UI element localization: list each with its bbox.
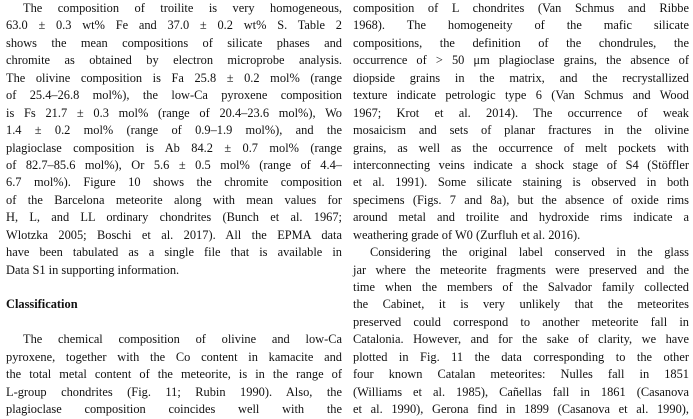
right-column-text-line: composition of L chondrites (Van Schmus and Ribbe — [353, 1, 689, 15]
left-column-text-line: chromite as obtained by electron microprobe analysis. — [6, 53, 342, 68]
right-column-text-line: Considering the original label conserved in the glass — [370, 245, 689, 260]
right-column-text-line: plotted in Fig. 11 the data corresponding to the other — [353, 349, 689, 364]
right-column-text-line: jar where the meteorite fragments were preserved and the — [353, 262, 689, 277]
right-column-text-line: weathering grade of W0 (Zurfluh et al. 2016). — [353, 227, 581, 242]
left-column-text-line: H, L, and LL ordinary chondrites (Bunch et al. 1967; — [6, 210, 342, 225]
right-column-text-line: texture indicate petrologic type 6 (Van Schmus and Wood — [353, 88, 689, 103]
left-column-text-line: pyroxene, together with the Co content in kamacite and — [6, 349, 342, 364]
left-column-text-line: is Fs 21.7 ± 0.3 mol% (range of 20.4–23.6 mol%), Wo — [6, 105, 342, 120]
left-column-text-line: of 82.7–85.6 mol%), Or 5.6 ± 0.5 mol% (range of 4.4– — [6, 157, 342, 172]
line-spacer — [6, 314, 342, 331]
left-column-text-line: shows the mean compositions of silicate phases and — [6, 35, 342, 50]
left-column-text-line: 63.0 ± 0.3 wt% Fe and 37.0 ± 0.2 wt% S. Table 2 — [6, 18, 342, 33]
left-column-text-line: The composition of troilite is very homogeneous, — [23, 1, 342, 15]
left-column-text-line: plagioclase composition coincides well with the — [6, 402, 342, 417]
line-spacer — [6, 279, 342, 296]
left-column-text-line: of the Barcelona meteorite along with mean values for — [6, 192, 342, 207]
left-column-text-line: 1.4 ± 0.2 mol% (range of 0.9–1.9 mol%), and the — [6, 123, 342, 138]
right-column-text-line: (Williams et al. 1985), Cañellas fall in 1861 (Casanova — [353, 384, 689, 399]
left-column — [6, 0, 342, 419]
left-column-text-line: Data S1 in supporting information. — [6, 262, 180, 277]
right-column-text-line: four known Catalan meteorites: Nulles fall in 1851 — [353, 367, 689, 382]
right-column-text-line: time when the members of the Salvador family collected — [353, 280, 689, 294]
right-column-text-line: 1967; Krot et al. 2014). The occurrence of weak — [353, 105, 689, 120]
right-column-text-line: Catalonia. However, and for the sake of clarity, we have — [353, 332, 689, 347]
left-column-text-line: The olivine composition is Fa 25.8 ± 0.2 mol% (range — [6, 70, 342, 85]
right-column — [353, 0, 689, 419]
section-heading: Classification — [6, 297, 78, 312]
right-column-text-line: occurrence of > 50 μm plagioclase grains, the absence of — [353, 53, 689, 68]
left-column-text-line: of 25.4–26.8 mol%), the low-Ca pyroxene composition — [6, 88, 342, 103]
right-column-text-line: et al. 1990), Gerona find in 1899 (Casanova et al. 1990), — [353, 402, 689, 417]
right-column-text-line: specimens (Figs. 7 and 8a), but the absence of oxide rims — [353, 192, 689, 207]
right-column-text-line: et al. 1991). Some silicate staining is observed in both — [353, 175, 689, 190]
right-column-text-line: 1968). The homogeneity of the mafic silicate — [353, 18, 689, 33]
right-column-text-line: the Cabinet, it is very unlikely that the meteorites — [353, 297, 689, 312]
left-column-text-line: 6.7 mol%). Figure 10 shows the chromite composition — [6, 175, 342, 190]
right-column-text-line: grains, as well as the occurrence of melt pockets with — [353, 140, 689, 155]
left-column-text-line: The chemical composition of olivine and low-Ca — [23, 332, 342, 347]
right-column-text-line: interconnecting veins indicate a shock stage of S4 (Stöffler — [353, 157, 689, 172]
left-column-text-line: plagioclase composition is Ab 84.2 ± 0.7 mol% (range — [6, 140, 342, 155]
right-column-text-line: compositions, the definition of the chondrules, the — [353, 35, 689, 50]
right-column-text-line: around metal and troilite and hydroxide rims indicate a — [353, 210, 689, 225]
left-column-text-line: Wlotzka 2005; Boschi et al. 2017). All the EPMA data — [6, 227, 342, 242]
left-column-text-line: L-group chondrites (Fig. 11; Rubin 1990). Also, the — [6, 384, 342, 399]
left-column-text-line: have been tabulated as a single file that is available in — [6, 245, 342, 260]
right-column-text-line: preserved could correspond to another meteorite fall in — [353, 314, 689, 329]
right-column-text-line: diopside grains in the matrix, and the recrystallized — [353, 70, 689, 85]
right-column-text-line: mosaicism and sets of planar fractures in the olivine — [353, 123, 689, 138]
left-column-text-line: the total metal content of the meteorite, is in the range of — [6, 367, 342, 382]
